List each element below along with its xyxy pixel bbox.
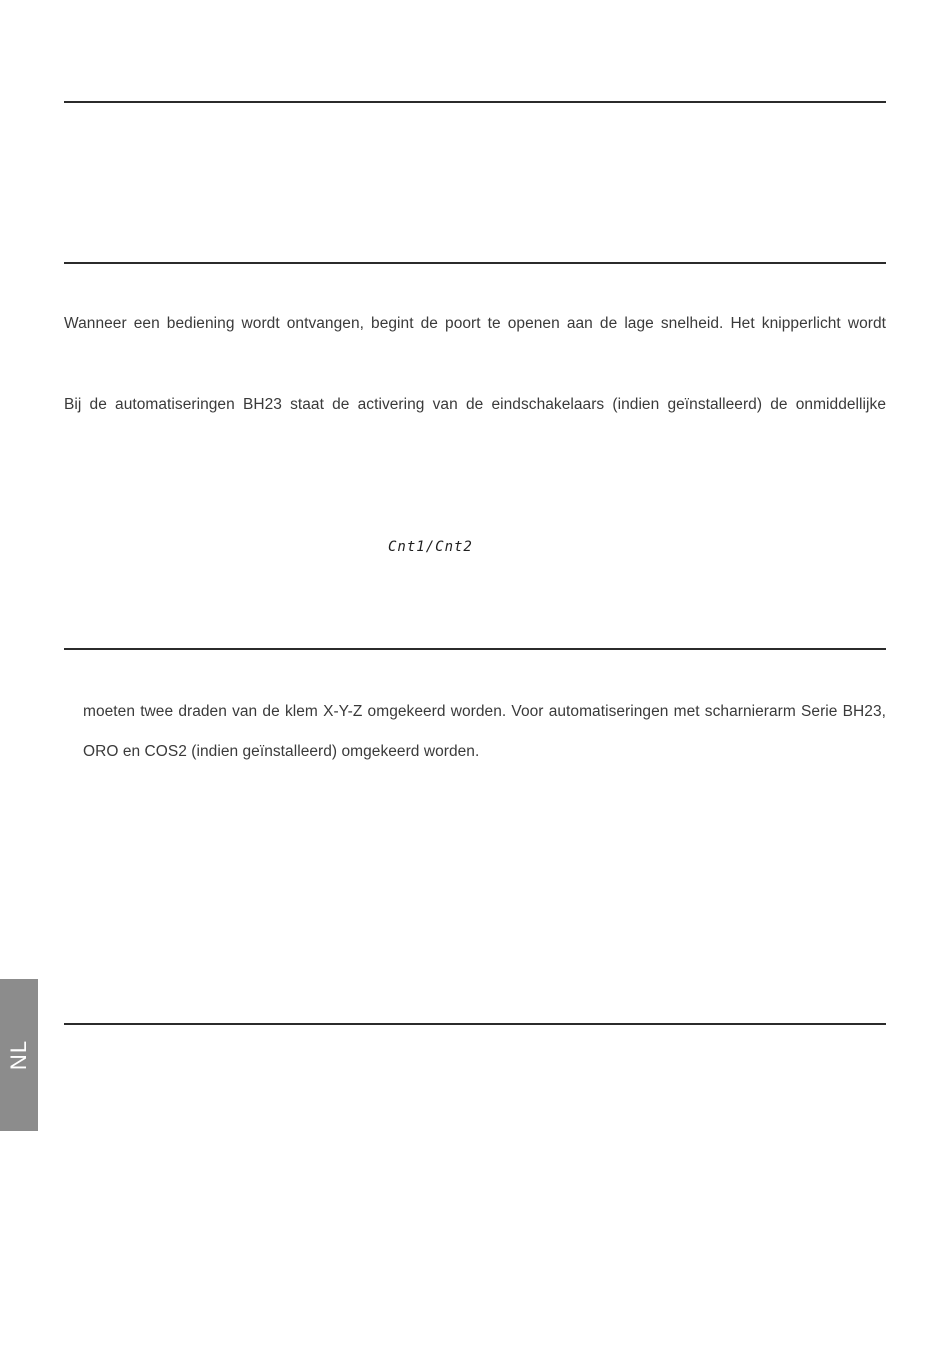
section-divider-3 — [64, 648, 886, 650]
paragraph-command-received: Wanneer een bediening wordt ontvangen, begint de poort te openen aan de lage snelheid. Het knipperlicht wordt — [64, 315, 886, 332]
paragraph-reverse-wires-line-1: moeten twee draden van de klem X-Y-Z omgekeerd worden. Voor automatiseringen met scharnierarm Serie BH23, — [83, 703, 886, 720]
section-divider-4 — [64, 1023, 886, 1025]
section-divider-2 — [64, 262, 886, 264]
language-tab — [0, 979, 38, 1131]
display-code: Cnt1/Cnt2 — [388, 539, 473, 555]
paragraph-reverse-wires-line-2: ORO en COS2 (indien geïnstalleerd) omgekeerd worden. — [83, 743, 480, 760]
paragraph-limit-switches: Bij de automatiseringen BH23 staat de activering van de eindschakelaars (indien geïnstalleerd) de onmiddellijke — [64, 396, 886, 413]
section-divider-1 — [64, 101, 886, 103]
language-tab-label: NL — [6, 1039, 31, 1071]
